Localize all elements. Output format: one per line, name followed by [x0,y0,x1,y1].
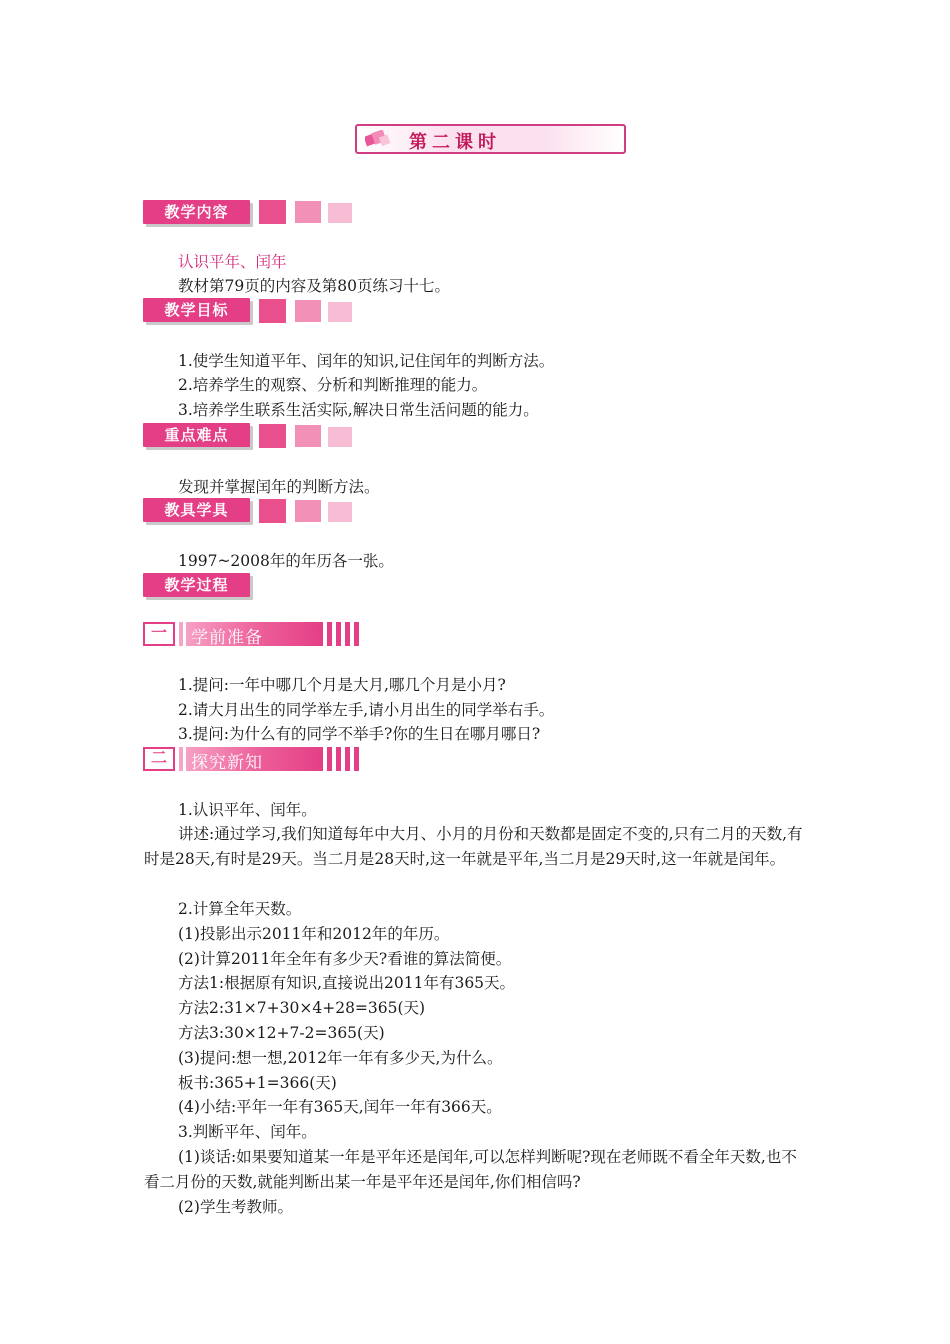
step2-line: (2)计算2011年全年有多少天?看谁的算法简便。 [178,950,512,968]
step2-line: 1.认识平年、闰年。 [178,801,317,819]
step-bar-2 [143,747,361,771]
step-number: 一 [143,622,175,646]
deco-square [295,425,321,447]
deco-square [328,502,352,522]
step2-line: 板书:365+1=366(天) [178,1074,337,1092]
deco-square [295,300,321,322]
key-points-text: 发现并掌握闰年的判断方法。 [178,478,380,496]
deco-square [259,499,286,523]
step2-line: (4)小结:平年一年有365天,闰年一年有366天。 [178,1098,502,1116]
deco-square [295,201,321,223]
step2-line: 3.判断平年、闰年。 [178,1123,317,1141]
materials-text: 1997~2008年的年历各一张。 [178,552,394,570]
deco-square [259,424,286,448]
step-bar-1 [143,622,361,646]
step-title: 探究新知 [191,753,263,773]
deco-square [328,302,352,322]
goal-item: 1.使学生知道平年、闰年的知识,记住闰年的判断方法。 [178,352,555,370]
step1-line: 3.提问:为什么有的同学不举手?你的生日在哪月哪日? [178,725,541,743]
content-text: 教材第79页的内容及第80页练习十七。 [178,277,450,295]
section-label-content: 教学内容 [143,200,250,224]
lesson-title-banner [355,124,626,154]
deco-square [328,203,352,223]
content-topic: 认识平年、闰年 [178,253,287,271]
step2-line: 方法3:30×12+7-2=365(天) [178,1024,385,1042]
step2-line: 2.计算全年天数。 [178,900,302,918]
deco-square [295,500,321,522]
step2-paragraph: (1)谈话:如果要知道某一年是平年还是闰年,可以怎样判断呢?现在老师既不看全年天数,也不看二月份的天数,就能判断出某一年是平年还是闰年,你们相信吗? [144,1148,797,1191]
step2-line: 方法1:根据原有知识,直接说出2011年有365天。 [178,974,516,992]
goal-item: 3.培养学生联系生活实际,解决日常生活问题的能力。 [178,401,539,419]
step2-line: (1)投影出示2011年和2012年的年历。 [178,925,450,943]
step2-line: (2)学生考教师。 [178,1198,293,1216]
section-label-goals: 教学目标 [143,298,250,322]
step1-line: 2.请大月出生的同学举左手,请小月出生的同学举右手。 [178,701,555,719]
step-number: 二 [143,747,175,771]
deco-square [328,427,352,447]
step2-line: (3)提问:想一想,2012年一年有多少天,为什么。 [178,1049,503,1067]
section-label-key-points: 重点难点 [143,423,250,447]
goal-item: 2.培养学生的观察、分析和判断推理的能力。 [178,376,488,394]
lesson-title: 第二课时 [409,132,501,153]
step-title: 学前准备 [191,628,263,648]
step2-paragraph: 讲述:通过学习,我们知道每年中大月、小月的月份和天数都是固定不变的,只有二月的天数,有时是28天,有时是29天。当二月是28天时,这一年就是平年,当二月是29天时,这一年就是闰年。 [144,825,803,868]
decorative-squares-icon [365,130,391,148]
step1-line: 1.提问:一年中哪几个月是大月,哪几个月是小月? [178,676,506,694]
step-stripes [327,622,361,646]
step-stripes [327,747,361,771]
deco-square [259,200,286,224]
section-label-process: 教学过程 [143,573,250,597]
section-label-materials: 教具学具 [143,498,250,522]
step2-line: 方法2:31×7+30×4+28=365(天) [178,999,426,1017]
deco-square [259,299,286,323]
